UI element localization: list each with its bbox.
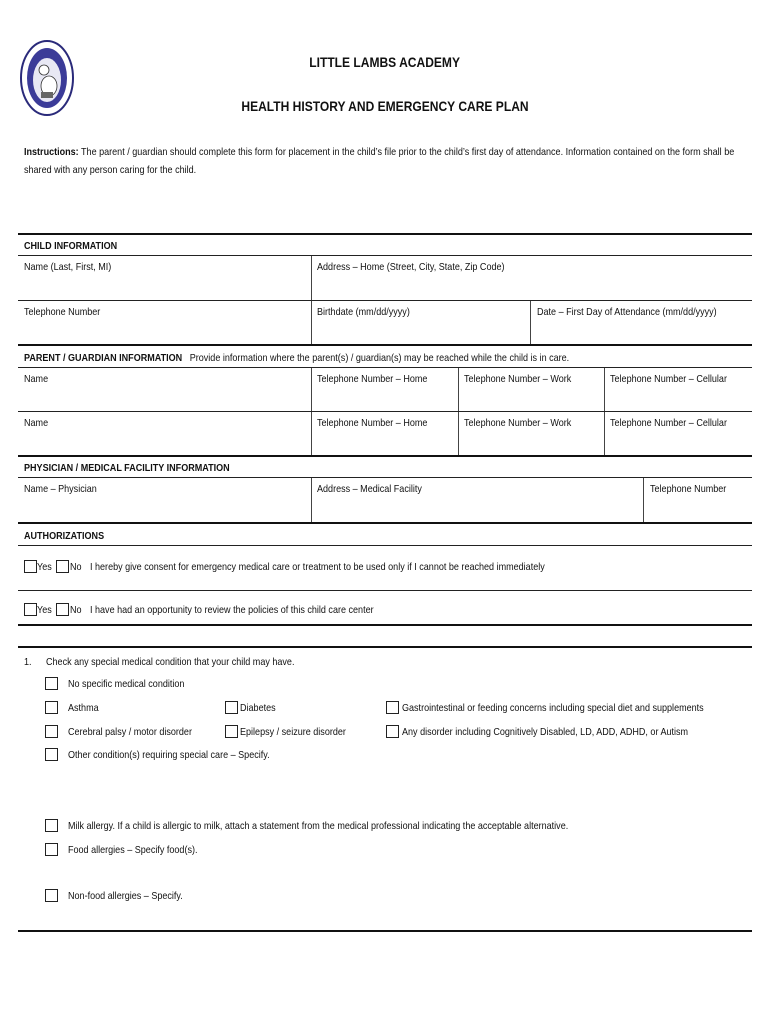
divider — [18, 411, 752, 412]
divider — [18, 477, 752, 478]
cognitive-disorder-checkbox[interactable] — [386, 725, 399, 738]
cell-border — [311, 368, 312, 412]
cell-border — [458, 368, 459, 412]
section-divider — [18, 522, 752, 524]
guardian-2-work-phone-field[interactable]: Telephone Number – Work — [464, 417, 572, 429]
question-number: 1. — [24, 656, 32, 668]
cognitive-disorder-label: Any disorder including Cognitively Disabled, LD, ADD, ADHD, or Autism — [402, 726, 689, 738]
cell-border — [458, 412, 459, 456]
birthdate-field[interactable]: Birthdate (mm/dd/yyyy) — [317, 306, 410, 318]
policies-no-label: No — [70, 604, 82, 616]
school-name: LITTLE LAMBS ACADEMY — [309, 54, 461, 70]
guardian-2-home-phone-field[interactable]: Telephone Number – Home — [317, 417, 428, 429]
cell-border — [311, 256, 312, 301]
asthma-label: Asthma — [68, 702, 99, 714]
section-divider — [18, 930, 752, 932]
cell-border — [604, 368, 605, 412]
non-food-allergy-checkbox[interactable] — [45, 889, 58, 902]
gastrointestinal-checkbox[interactable] — [386, 701, 399, 714]
consent-statement: I hereby give consent for emergency medical care or treatment to be used only if I cannot be reached immediately — [90, 561, 545, 573]
other-condition-checkbox[interactable] — [45, 748, 58, 761]
cerebral-palsy-label: Cerebral palsy / motor disorder — [68, 726, 192, 738]
divider — [18, 590, 752, 591]
authorizations-heading: AUTHORIZATIONS — [24, 530, 105, 542]
cell-border — [604, 412, 605, 456]
policies-statement: I have had an opportunity to review the policies of this child care center — [90, 604, 374, 616]
no-condition-label: No specific medical condition — [68, 678, 185, 690]
policies-yes-label: Yes — [37, 604, 52, 616]
consent-yes-checkbox[interactable] — [24, 560, 37, 573]
milk-allergy-label: Milk allergy. If a child is allergic to milk, attach a statement from the medical professional indicating the acceptable alternative. — [68, 820, 569, 832]
guardian-1-cell-phone-field[interactable]: Telephone Number – Cellular — [610, 373, 727, 385]
physician-name-field[interactable]: Name – Physician — [24, 483, 97, 495]
divider — [18, 545, 752, 546]
cell-border — [311, 301, 312, 345]
guardian-info-heading: PARENT / GUARDIAN INFORMATION — [24, 352, 183, 364]
section-divider — [18, 233, 752, 235]
form-title: HEALTH HISTORY AND EMERGENCY CARE PLAN — [241, 98, 529, 114]
section-divider — [18, 344, 752, 346]
epilepsy-label: Epilepsy / seizure disorder — [240, 726, 346, 738]
cell-border — [311, 478, 312, 522]
guardian-1-work-phone-field[interactable]: Telephone Number – Work — [464, 373, 572, 385]
divider — [18, 300, 752, 301]
food-allergy-checkbox[interactable] — [45, 843, 58, 856]
guardian-2-cell-phone-field[interactable]: Telephone Number – Cellular — [610, 417, 727, 429]
epilepsy-checkbox[interactable] — [225, 725, 238, 738]
consent-yes-label: Yes — [37, 561, 52, 573]
child-address-field[interactable]: Address – Home (Street, City, State, Zip Code) — [317, 261, 505, 273]
non-food-allergy-label: Non-food allergies – Specify. — [68, 890, 183, 902]
section-divider — [18, 455, 752, 457]
cerebral-palsy-checkbox[interactable] — [45, 725, 58, 738]
first-day-field[interactable]: Date – First Day of Attendance (mm/dd/yyyy) — [537, 306, 717, 318]
divider — [18, 255, 752, 256]
gastrointestinal-label: Gastrointestinal or feeding concerns including special diet and supplements — [402, 702, 704, 714]
milk-allergy-checkbox[interactable] — [45, 819, 58, 832]
guardian-info-note: Provide information where the parent(s) / guardian(s) may be reached while the child is in care. — [189, 352, 570, 364]
child-name-field[interactable]: Name (Last, First, MI) — [24, 261, 112, 273]
guardian-1-home-phone-field[interactable]: Telephone Number – Home — [317, 373, 428, 385]
no-condition-checkbox[interactable] — [45, 677, 58, 690]
other-condition-label: Other condition(s) requiring special care – Specify. — [68, 749, 270, 761]
child-phone-field[interactable]: Telephone Number — [24, 306, 101, 318]
cell-border — [643, 478, 644, 522]
instructions-text: The parent / guardian should complete this form for placement in the child’s file prior to the child’s first day of attendance. Information contained on the form shall be shared with any person caring for the child. — [24, 146, 735, 176]
policies-no-checkbox[interactable] — [56, 603, 69, 616]
instructions — [24, 143, 738, 179]
diabetes-label: Diabetes — [240, 702, 276, 714]
consent-no-label: No — [70, 561, 82, 573]
instructions-label: Instructions: — [24, 146, 79, 158]
guardian-2-name-field[interactable]: Name — [24, 417, 49, 429]
guardian-heading-row — [24, 352, 569, 364]
cell-border — [311, 412, 312, 456]
food-allergy-label: Food allergies – Specify food(s). — [68, 844, 198, 856]
section-divider — [18, 624, 752, 626]
divider — [18, 367, 752, 368]
section-divider — [18, 646, 752, 648]
policies-yes-checkbox[interactable] — [24, 603, 37, 616]
diabetes-checkbox[interactable] — [225, 701, 238, 714]
asthma-checkbox[interactable] — [45, 701, 58, 714]
consent-no-checkbox[interactable] — [56, 560, 69, 573]
medical-facility-address-field[interactable]: Address – Medical Facility — [317, 483, 422, 495]
conditions-prompt: Check any special medical condition that your child may have. — [46, 656, 295, 668]
child-info-heading: CHILD INFORMATION — [24, 240, 118, 252]
cell-border — [530, 301, 531, 345]
physician-info-heading: PHYSICIAN / MEDICAL FACILITY INFORMATION — [24, 462, 230, 474]
guardian-1-name-field[interactable]: Name — [24, 373, 49, 385]
physician-phone-field[interactable]: Telephone Number — [650, 483, 727, 495]
